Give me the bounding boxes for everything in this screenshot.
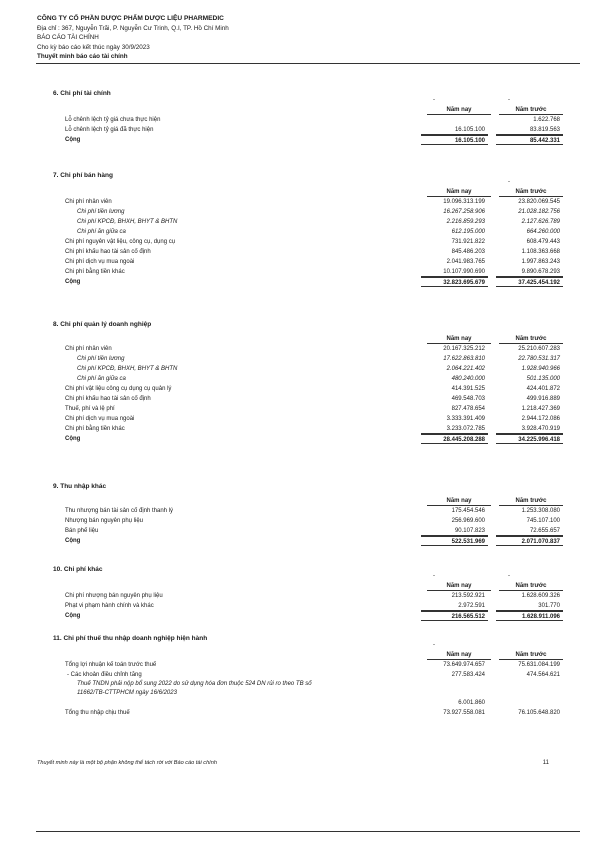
table-row: Bán phế liệu 90.107.823 72.655.657	[53, 526, 563, 536]
table-row: Chi phí khấu hao tài sản cố định 845.486.203 1.108.363.668	[65, 249, 560, 255]
table-row: Chi phí dịch vụ mua ngoài 3.333.391.409 2.944.172.086	[65, 416, 560, 422]
column-header-row: Năm nay Năm trước	[53, 650, 563, 660]
table-row: Tổng thu nhập chịu thuế 73.927.558.081 76.105.648.820	[65, 710, 560, 716]
section-financial-expenses	[53, 88, 563, 145]
report-header	[37, 14, 229, 62]
table-row: Thu nhượng bán tài sản cố định thanh lý 175.454.546 1.253.308.080	[65, 508, 560, 514]
table-row: Chi phí nhượng bán nguyên phụ liệu 213.592.921 1.628.609.326	[65, 593, 560, 599]
section-title: 7. Chi phí bán hàng	[53, 172, 113, 179]
table-row: Chi phí nhân viên 19.096.313.199 23.820.069.545	[65, 199, 560, 205]
table-row: Chi phí nhân viên 20.167.325.212 25.210.607.283	[65, 346, 560, 352]
table-row: Chi phí ăn giữa ca 612.195.000 664.260.000	[77, 229, 560, 235]
table-row: Thuế, phí và lệ phí 827.478.654 1.218.427.369	[65, 406, 560, 412]
section-title: 10. Chi phí khác	[53, 566, 103, 573]
column-header-row: Năm nay Năm trước	[53, 187, 563, 197]
report-section-title: Thuyết minh báo cáo tài chính	[37, 53, 128, 61]
page-footer	[37, 760, 549, 766]
footer-divider	[36, 831, 580, 832]
table-row: Phạt vi phạm hành chính và khác 2.972.591 301.770	[53, 601, 563, 611]
dash-mark: -	[433, 642, 435, 648]
table-row: Chi phí tiền lương 17.622.863.810 22.780.531.317	[77, 356, 560, 362]
dash-mark: -	[433, 573, 435, 579]
table-row: Lỗ chênh lệch tỷ giá chưa thực hiện 1.622.768	[65, 117, 560, 123]
table-row: Chi phí ăn giữa ca 480.240.000 501.135.000	[77, 376, 560, 382]
table-row: Lỗ chênh lệch tỷ giá đã thực hiện 16.105.100 83.819.563	[53, 125, 563, 135]
table-row: Nhượng bán nguyên phụ liệu 256.969.600 745.107.100	[65, 518, 560, 524]
total-row: Cộng 28.445.208.288 34.225.996.418	[53, 434, 563, 444]
table-row: Chi phí KPCĐ, BHXH, BHYT & BHTN 2.216.859.293 2.127.626.789	[77, 219, 560, 225]
column-header-row: Năm nay Năm trước	[53, 334, 563, 344]
col-this-year: Năm nay	[427, 105, 491, 115]
dash-mark: -	[433, 97, 435, 103]
section-title: 9. Thu nhập khác	[53, 483, 107, 490]
dash-mark: -	[508, 179, 510, 185]
column-header-row: Năm nay Năm trước	[53, 581, 563, 591]
table-row: 6.001.860	[458, 700, 485, 706]
header-divider	[36, 63, 580, 64]
company-name: CÔNG TY CỔ PHẦN DƯỢC PHẨM DƯỢC LIỆU PHARMEDIC	[37, 15, 224, 22]
table-row: - Các khoản điều chỉnh tăng 277.583.424 474.564.621	[67, 672, 560, 678]
table-row: Chi phí khấu hao tài sản cố định 469.548.703 499.916.889	[65, 396, 560, 402]
total-row: Cộng 16.105.100 85.442.331	[53, 135, 563, 145]
total-row: Cộng 32.823.695.679 37.425.454.192	[53, 277, 563, 287]
table-row: Chi phí bằng tiền khác 10.107.990.690 9.890.678.293	[53, 267, 563, 277]
table-row: Chi phí dịch vụ mua ngoài 2.041.983.765 1.997.863.243	[65, 259, 560, 265]
report-period: Cho kỳ báo cáo kết thúc ngày 30/9/2023	[37, 43, 150, 51]
table-row: Chi phí vật liệu công cụ dụng cụ quản lý 414.391.525 424.401.872	[65, 386, 560, 392]
footer-note: Thuyết minh này là một bộ phận không thể tách rời với Báo cáo tài chính	[37, 760, 217, 766]
page-number: 11	[542, 760, 549, 766]
section-other-income	[53, 481, 563, 546]
section-cit-expense	[53, 633, 563, 718]
table-row: Chi phí KPCĐ, BHXH, BHYT & BHTN 2.064.221.402 1.928.940.966	[77, 366, 560, 372]
column-header-row: Năm nay Năm trước	[53, 496, 563, 506]
table-row: Tổng lợi nhuận kế toán trước thuế 73.649.974.657 75.631.084.199	[65, 662, 560, 668]
report-name: BÁO CÁO TÀI CHÍNH	[37, 34, 99, 42]
dash-mark: -	[508, 573, 510, 579]
column-header-row	[53, 105, 563, 115]
dash-mark: -	[508, 97, 510, 103]
total-row: Cộng 522.531.969 2.071.070.837	[53, 536, 563, 546]
table-row: Chi phí bằng tiền khác 3.233.072.785 3.928.470.919	[53, 424, 563, 434]
total-row: Cộng 216.565.512 1.628.911.096	[53, 611, 563, 621]
section-admin-expenses	[53, 319, 563, 444]
section-other-expenses	[53, 564, 563, 621]
section-title: 8. Chi phí quản lý doanh nghiệp	[53, 321, 152, 328]
adjustment-note: Thuế TNDN phải nộp bổ sung 2022 do sử dụng hóa đơn thuộc 524 DN rủi ro theo TB số 11662/TB-CTTPHCM ngày 16/6/2023	[77, 681, 312, 696]
table-row: Chi phí tiền lương 16.267.258.906 21.028.182.756	[77, 209, 560, 215]
section-title: 11. Chi phí thuế thu nhập doanh nghiệp hiện hành	[53, 635, 208, 642]
section-selling-expenses	[53, 170, 563, 287]
col-prev-year: Năm trước	[499, 105, 563, 115]
section-title: 6. Chi phí tài chính	[53, 90, 111, 97]
company-address: Địa chỉ : 367, Nguyễn Trãi, P. Nguyễn Cư Trinh, Q.I, TP. Hồ Chí Minh	[37, 24, 229, 32]
table-row: Chi phí nguyên vật liệu, công cụ, dụng cụ 731.921.822 608.479.443	[65, 239, 560, 245]
